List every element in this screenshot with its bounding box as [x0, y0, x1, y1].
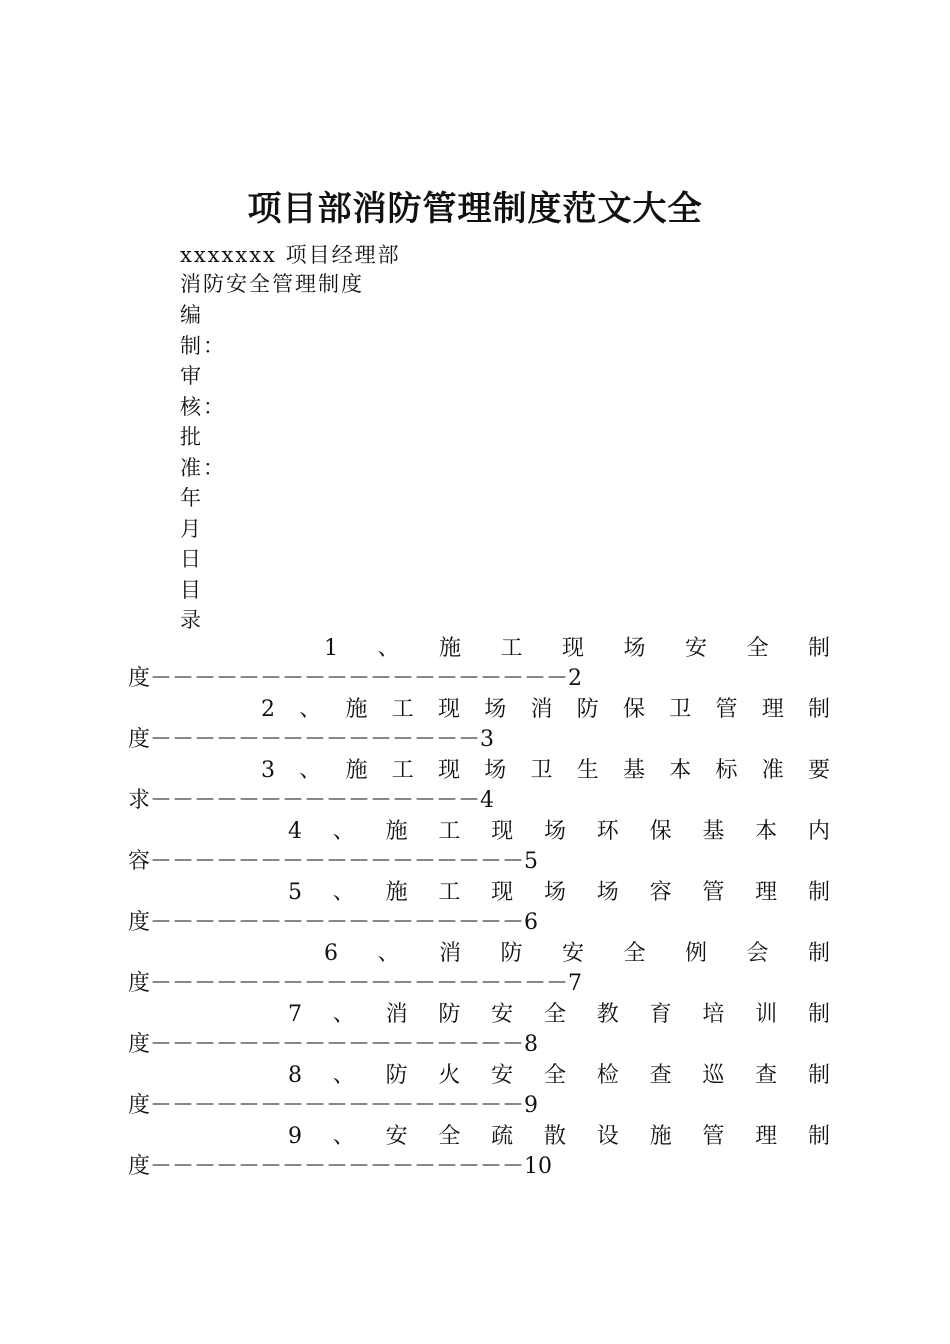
toc-heading-char: 环 [596, 819, 619, 844]
toc-heading-char: 防 [438, 1002, 461, 1027]
meta-line: 制： [180, 334, 226, 358]
toc-heading-char: 制 [807, 1124, 830, 1149]
toc-entry-heading [128, 1000, 830, 1030]
toc-entry-heading [128, 817, 830, 847]
meta-line: 日 [180, 547, 203, 571]
toc-entry-page-line: 度－－－－－－－－－－－－－－－－－－－7 [128, 971, 582, 996]
toc-heading-char: 、 [377, 941, 400, 966]
toc-heading-char: 场 [596, 880, 619, 905]
toc-heading-char: 训 [755, 1002, 778, 1027]
toc-heading-char: 5 [288, 880, 302, 905]
toc-heading-char: 生 [576, 758, 599, 783]
toc-heading-char: 工 [391, 697, 414, 722]
toc-heading-char: 检 [596, 1063, 619, 1088]
toc-entry-page-line: 度－－－－－－－－－－－－－－－－－8 [128, 1032, 538, 1057]
toc-heading-char: 巡 [702, 1063, 725, 1088]
toc-heading-char: 安 [491, 1063, 514, 1088]
toc-heading-char: 防 [500, 941, 523, 966]
meta-line: xxxxxxx 项目经理部 [180, 243, 401, 267]
toc-heading-char: 设 [596, 1124, 619, 1149]
toc-heading-char: 消 [438, 941, 461, 966]
toc-heading-char: 标 [715, 758, 738, 783]
toc-heading-char: 施 [345, 758, 368, 783]
toc-heading-char: 、 [332, 1002, 355, 1027]
toc-heading-char: 制 [807, 941, 830, 966]
toc-heading-char: 3 [261, 758, 275, 783]
toc-heading-char: 全 [623, 941, 646, 966]
toc-heading-char: 制 [807, 1063, 830, 1088]
toc-heading-char: 容 [649, 880, 672, 905]
toc-heading-char: 会 [746, 941, 769, 966]
toc-heading-char: 现 [491, 880, 514, 905]
toc-heading-char: 培 [702, 1002, 725, 1027]
toc-entry-page-line: 度－－－－－－－－－－－－－－－－－6 [128, 910, 538, 935]
toc-heading-char: 4 [288, 819, 302, 844]
toc-entry[interactable] [128, 634, 830, 695]
toc-heading-char: 全 [438, 1124, 461, 1149]
meta-line: 目 [180, 578, 203, 602]
toc-heading-char: 、 [299, 697, 322, 722]
toc-heading-char: 现 [561, 636, 584, 661]
toc-heading-char: 现 [437, 758, 460, 783]
toc-heading-char: 消 [530, 697, 553, 722]
toc-entry[interactable] [128, 878, 830, 939]
toc-heading-char: 、 [332, 880, 355, 905]
toc-heading-char: 教 [596, 1002, 619, 1027]
toc-heading-char: 查 [649, 1063, 672, 1088]
toc-heading-char: 管 [715, 697, 738, 722]
toc-heading-char: 、 [377, 636, 400, 661]
toc-heading-char: 、 [332, 819, 355, 844]
toc-heading-char: 保 [622, 697, 645, 722]
toc-entry[interactable] [128, 817, 830, 878]
toc-entry-page-line: 度－－－－－－－－－－－－－－－－－－－2 [128, 666, 582, 691]
toc-heading-char: 施 [438, 636, 461, 661]
toc-heading-char: 场 [543, 819, 566, 844]
toc-heading-char: 防 [576, 697, 599, 722]
toc-heading-char: 基 [702, 819, 725, 844]
toc-heading-char: 全 [543, 1002, 566, 1027]
toc-heading-char: 现 [491, 819, 514, 844]
toc-heading-char: 制 [807, 1002, 830, 1027]
toc-entry-page-line: 求－－－－－－－－－－－－－－－4 [128, 788, 494, 813]
toc-heading-char: 施 [345, 697, 368, 722]
toc-heading-char: 、 [332, 1124, 355, 1149]
toc-heading-char: 场 [484, 758, 507, 783]
toc-heading-char: 例 [684, 941, 707, 966]
toc-heading-char: 安 [491, 1002, 514, 1027]
toc-entry[interactable] [128, 1061, 830, 1122]
toc-entry-heading [128, 695, 830, 725]
meta-line: 消防安全管理制度 [180, 272, 364, 296]
toc-entry-page-line: 度－－－－－－－－－－－－－－－－－9 [128, 1093, 538, 1118]
toc-heading-char: 内 [807, 819, 830, 844]
toc-heading-char: 施 [385, 819, 408, 844]
toc-entry[interactable] [128, 939, 830, 1000]
toc-entry-heading [128, 1122, 830, 1152]
toc-heading-char: 安 [561, 941, 584, 966]
toc-heading-char: 施 [385, 880, 408, 905]
toc-entry-heading [128, 1061, 830, 1091]
toc-heading-char: 要 [807, 758, 830, 783]
meta-line: 录 [180, 608, 203, 632]
toc-entry-heading [128, 939, 830, 969]
toc-entry-heading [128, 878, 830, 908]
toc-heading-char: 消 [385, 1002, 408, 1027]
toc-heading-char: 工 [438, 819, 461, 844]
document-title: 项目部消防管理制度范文大全 [247, 189, 703, 229]
toc-heading-char: 场 [484, 697, 507, 722]
toc-heading-char: 本 [755, 819, 778, 844]
meta-line: 月 [180, 517, 203, 541]
meta-line: 审 [180, 364, 203, 388]
toc-entry-page-line: 容－－－－－－－－－－－－－－－－－5 [128, 849, 538, 874]
toc-heading-char: 安 [385, 1124, 408, 1149]
toc-heading-char: 育 [649, 1002, 672, 1027]
meta-line: 准： [180, 456, 226, 480]
table-of-contents [128, 634, 830, 1183]
toc-heading-char: 卫 [530, 758, 553, 783]
toc-heading-char: 管 [702, 880, 725, 905]
toc-heading-char: 疏 [491, 1124, 514, 1149]
toc-heading-char: 防 [385, 1063, 408, 1088]
toc-heading-char: 1 [324, 636, 338, 661]
meta-line: 年 [180, 486, 203, 510]
toc-heading-char: 全 [746, 636, 769, 661]
toc-heading-char: 场 [543, 880, 566, 905]
toc-entry[interactable] [128, 695, 830, 756]
toc-heading-char: 8 [288, 1063, 302, 1088]
toc-heading-char: 理 [755, 1124, 778, 1149]
toc-entry[interactable] [128, 756, 830, 817]
meta-line: 批 [180, 425, 203, 449]
toc-heading-char: 工 [500, 636, 523, 661]
toc-heading-char: 制 [807, 636, 830, 661]
toc-heading-char: 管 [702, 1124, 725, 1149]
toc-heading-char: 理 [761, 697, 784, 722]
toc-heading-char: 7 [288, 1002, 302, 1027]
toc-entry[interactable] [128, 1000, 830, 1061]
meta-line: 核： [180, 395, 226, 419]
toc-heading-char: 基 [622, 758, 645, 783]
toc-heading-char: 制 [807, 880, 830, 905]
toc-heading-char: 、 [299, 758, 322, 783]
toc-heading-char: 准 [761, 758, 784, 783]
toc-heading-char: 保 [649, 819, 672, 844]
toc-heading-char: 卫 [669, 697, 692, 722]
toc-entry-page-line: 度－－－－－－－－－－－－－－－－－10 [128, 1154, 552, 1179]
toc-heading-char: 工 [438, 880, 461, 905]
toc-heading-char: 工 [391, 758, 414, 783]
toc-heading-char: 散 [543, 1124, 566, 1149]
toc-heading-char: 场 [623, 636, 646, 661]
toc-entry-page-line: 度－－－－－－－－－－－－－－－3 [128, 727, 494, 752]
toc-heading-char: 查 [755, 1063, 778, 1088]
toc-heading-char: 全 [543, 1063, 566, 1088]
toc-heading-char: 、 [332, 1063, 355, 1088]
toc-heading-char: 火 [438, 1063, 461, 1088]
toc-heading-char: 6 [324, 941, 338, 966]
toc-heading-char: 本 [669, 758, 692, 783]
toc-heading-char: 2 [261, 697, 275, 722]
toc-heading-char: 安 [684, 636, 707, 661]
toc-entry-heading [128, 634, 830, 664]
toc-entry-heading [128, 756, 830, 786]
toc-heading-char: 9 [288, 1124, 302, 1149]
meta-line: 编 [180, 303, 203, 327]
toc-heading-char: 现 [437, 697, 460, 722]
toc-heading-char: 理 [755, 880, 778, 905]
toc-heading-char: 施 [649, 1124, 672, 1149]
toc-entry[interactable] [128, 1122, 830, 1183]
toc-heading-char: 制 [807, 697, 830, 722]
